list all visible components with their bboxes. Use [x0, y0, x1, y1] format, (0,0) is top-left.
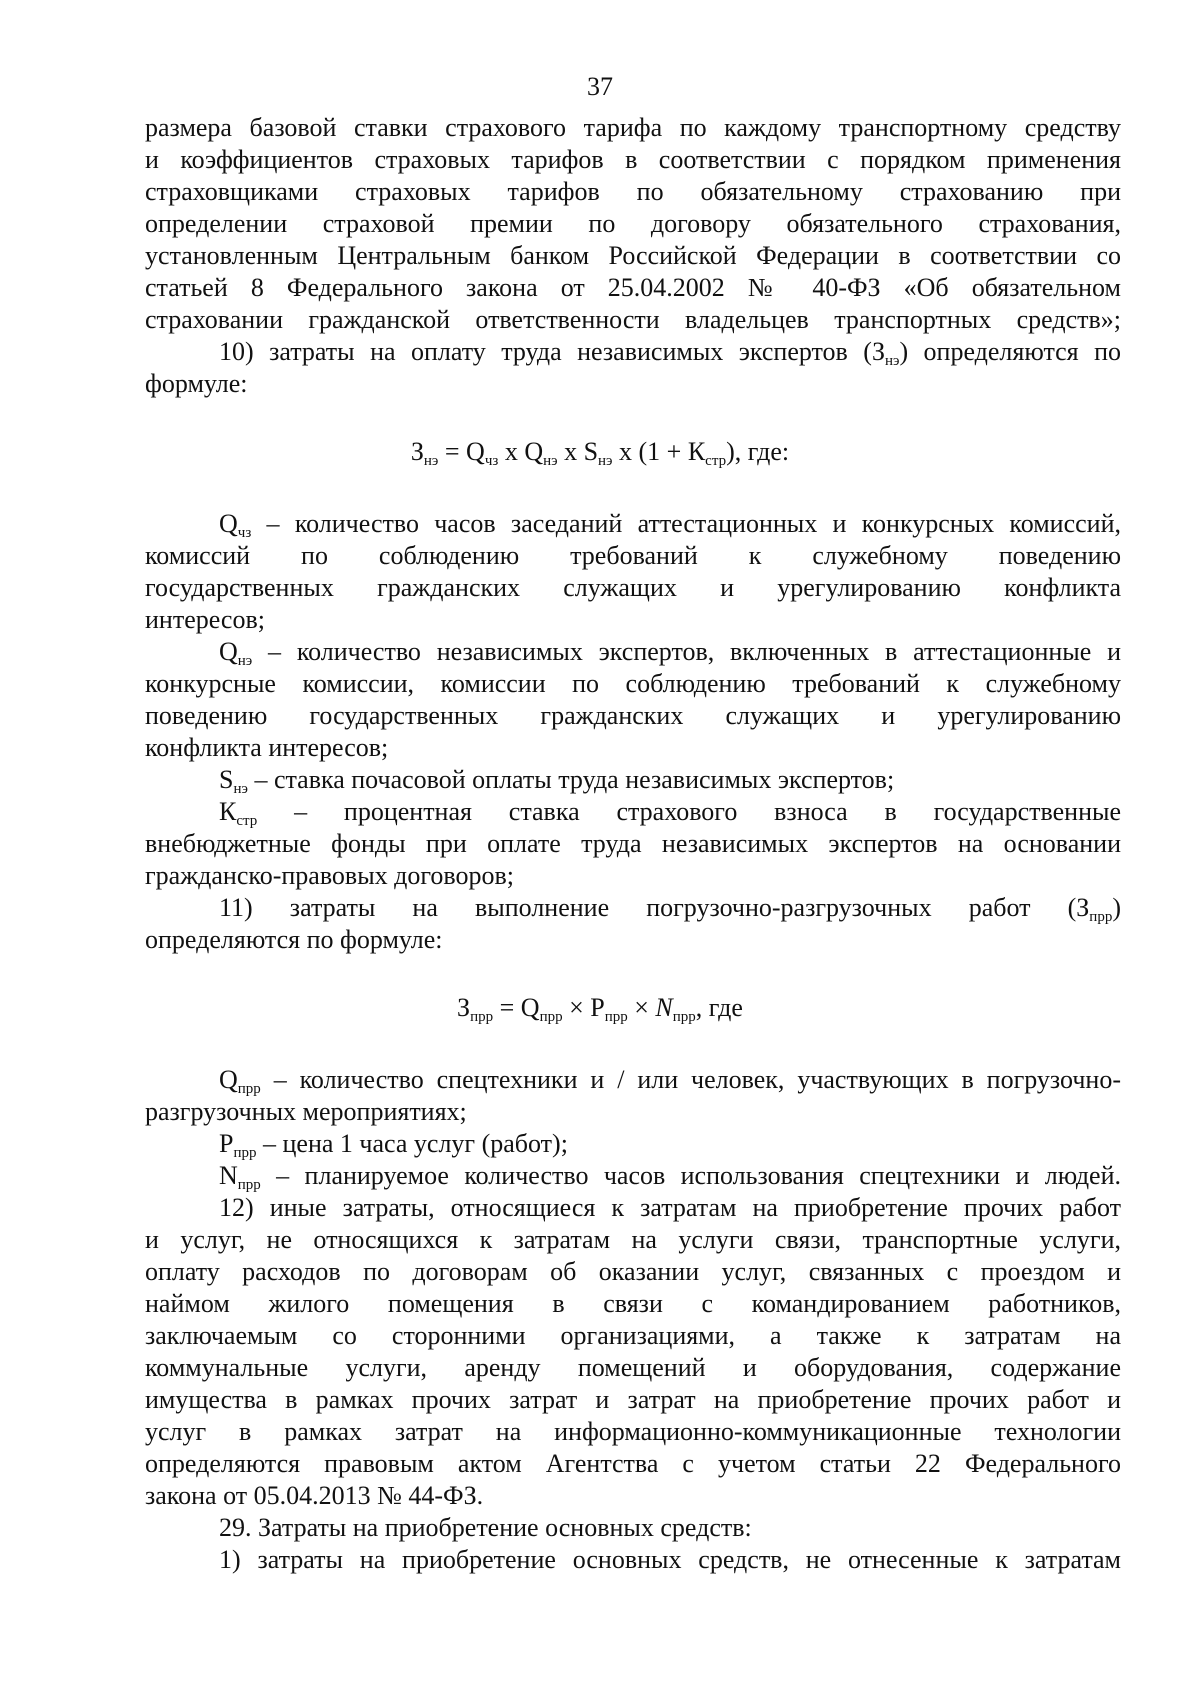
formula-symbol: З — [410, 437, 424, 466]
text-line: определяются правовым актом Агентства с учетом статьи 22 Федерального — [145, 1449, 1121, 1478]
subscript: прр — [470, 1009, 494, 1025]
formula-text: , где — [695, 993, 743, 1022]
formula — [0, 436, 1200, 468]
text-line: конфликта интересов; — [145, 733, 389, 762]
text-line: гражданско-правовых договоров; — [145, 861, 515, 890]
text-line: страховании гражданской ответственности владельцев транспортных средств»; — [145, 305, 1121, 334]
text-run: – ставка почасовой оплаты труда независимых экспертов; — [247, 765, 895, 794]
text-line: коммунальные услуги, аренду помещений и оборудования, содержание — [145, 1353, 1121, 1382]
text-line — [219, 764, 1121, 796]
text-line: разгрузочных мероприятиях; — [145, 1097, 467, 1126]
formula-text: = Q — [493, 993, 540, 1022]
text-line: и услуг, не относящихся к затратам на услуги связи, транспортные услуги, — [145, 1225, 1121, 1254]
text-line: конкурсные комиссии, комиссии по соблюдению требований к служебному — [145, 669, 1121, 698]
text-line — [219, 508, 1121, 540]
text-line: 12) иные затраты, относящиеся к затратам на приобретение прочих работ — [219, 1193, 1121, 1222]
subscript: прр — [604, 1009, 628, 1025]
formula-text: x S — [557, 437, 599, 466]
text-run: ) — [1112, 893, 1121, 922]
text-line: 1) затраты на приобретение основных средств, не отнесенные к затратам — [219, 1545, 1121, 1574]
text-line: и коэффициентов страховых тарифов в соответствии с порядком применения — [145, 145, 1121, 174]
text-line — [219, 636, 1121, 668]
text-line: установленным Центральным банком Российской Федерации в соответствии со — [145, 241, 1121, 270]
text-line: страховщиками страховых тарифов по обязательному страхованию при — [145, 177, 1121, 206]
subscript: прр — [237, 1081, 261, 1097]
text-line: услуг в рамках затрат на информационно-коммуникационные технологии — [145, 1417, 1121, 1446]
text-line: размера базовой ставки страхового тарифа по каждому транспортному средству — [145, 113, 1121, 142]
text-line — [219, 1128, 1121, 1160]
formula-text: x (1 + К — [612, 437, 706, 466]
text-line: определении страховой премии по договору обязательного страхования, — [145, 209, 1121, 238]
text-run: – процентная ставка страхового взноса в государственные — [257, 797, 1121, 826]
formula-text: × P — [562, 993, 605, 1022]
text-run: 10) затраты на оплату труда независимых экспертов (З — [219, 337, 885, 366]
subscript: нэ — [543, 453, 558, 469]
page-number: 37 — [587, 72, 613, 101]
symbol: Q — [219, 1065, 238, 1094]
subscript: прр — [672, 1009, 696, 1025]
text-line: 29. Затраты на приобретение основных средств: — [219, 1513, 752, 1542]
text-line: наймом жилого помещения в связи с командированием работников, — [145, 1289, 1121, 1318]
subscript: прр — [539, 1009, 563, 1025]
subscript: нэ — [237, 653, 253, 669]
text-run: ) определяются по — [899, 337, 1121, 366]
formula-symbol: N — [655, 993, 673, 1022]
text-line — [219, 892, 1121, 924]
text-run: 11) затраты на выполнение погрузочно-разгрузочных работ (З — [219, 893, 1090, 922]
text-line — [219, 796, 1121, 828]
text-run: – цена 1 часа услуг (работ); — [256, 1129, 568, 1158]
text-line: оплату расходов по договорам об оказании услуг, связанных с проездом и — [145, 1257, 1121, 1286]
text-run: – количество часов заседаний аттестационных и конкурсных комиссий, — [251, 509, 1121, 538]
text-run: – планируемое количество часов использования спецтехники и людей. — [260, 1161, 1121, 1190]
text-line: имущества в рамках прочих затрат и затрат на приобретение прочих работ и — [145, 1385, 1121, 1414]
text-line — [219, 336, 1121, 368]
subscript: нэ — [884, 353, 900, 369]
formula-text: = Q — [438, 437, 485, 466]
subscript: чз — [237, 525, 252, 541]
subscript: нэ — [233, 781, 248, 797]
subscript: прр — [1089, 909, 1113, 925]
text-line: внебюджетные фонды при оплате труда независимых экспертов на основании — [145, 829, 1121, 858]
text-line — [219, 1160, 1121, 1192]
text-line: определяются по формуле: — [145, 925, 443, 954]
symbol: S — [219, 765, 234, 794]
formula — [0, 992, 1200, 1024]
subscript: прр — [237, 1177, 261, 1193]
text-run: – количество спецтехники и / или человек, участвующих в погрузочно- — [260, 1065, 1121, 1094]
subscript: стр — [236, 813, 258, 829]
formula-symbol: З — [457, 993, 471, 1022]
symbol: К — [219, 797, 237, 826]
text-line: комиссий по соблюдению требований к служебному поведению — [145, 541, 1121, 570]
formula-text: x Q — [498, 437, 544, 466]
symbol: Q — [219, 637, 238, 666]
subscript: прр — [233, 1145, 257, 1161]
symbol: Q — [219, 509, 238, 538]
symbol: N — [219, 1161, 238, 1190]
text-line: формуле: — [145, 369, 248, 398]
text-line — [219, 1064, 1121, 1096]
text-line: поведению государственных гражданских служащих и урегулированию — [145, 701, 1121, 730]
subscript: стр — [705, 453, 727, 469]
subscript: нэ — [423, 453, 439, 469]
text-line: интересов; — [145, 605, 265, 634]
subscript: нэ — [598, 453, 613, 469]
text-run: – количество независимых экспертов, включенных в аттестационные и — [252, 637, 1121, 666]
symbol: P — [219, 1129, 234, 1158]
text-line: государственных гражданских служащих и урегулированию конфликта — [145, 573, 1121, 602]
text-line: заключаемым со сторонними организациями, а также к затратам на — [145, 1321, 1121, 1350]
text-line: закона от 05.04.2013 № 44-ФЗ. — [145, 1481, 484, 1510]
formula-text: × — [627, 993, 656, 1022]
text-line: статьей 8 Федерального закона от 25.04.2002 № 40-ФЗ «Об обязательном — [145, 273, 1121, 302]
subscript: чз — [484, 453, 499, 469]
formula-text: ), где: — [726, 437, 790, 466]
